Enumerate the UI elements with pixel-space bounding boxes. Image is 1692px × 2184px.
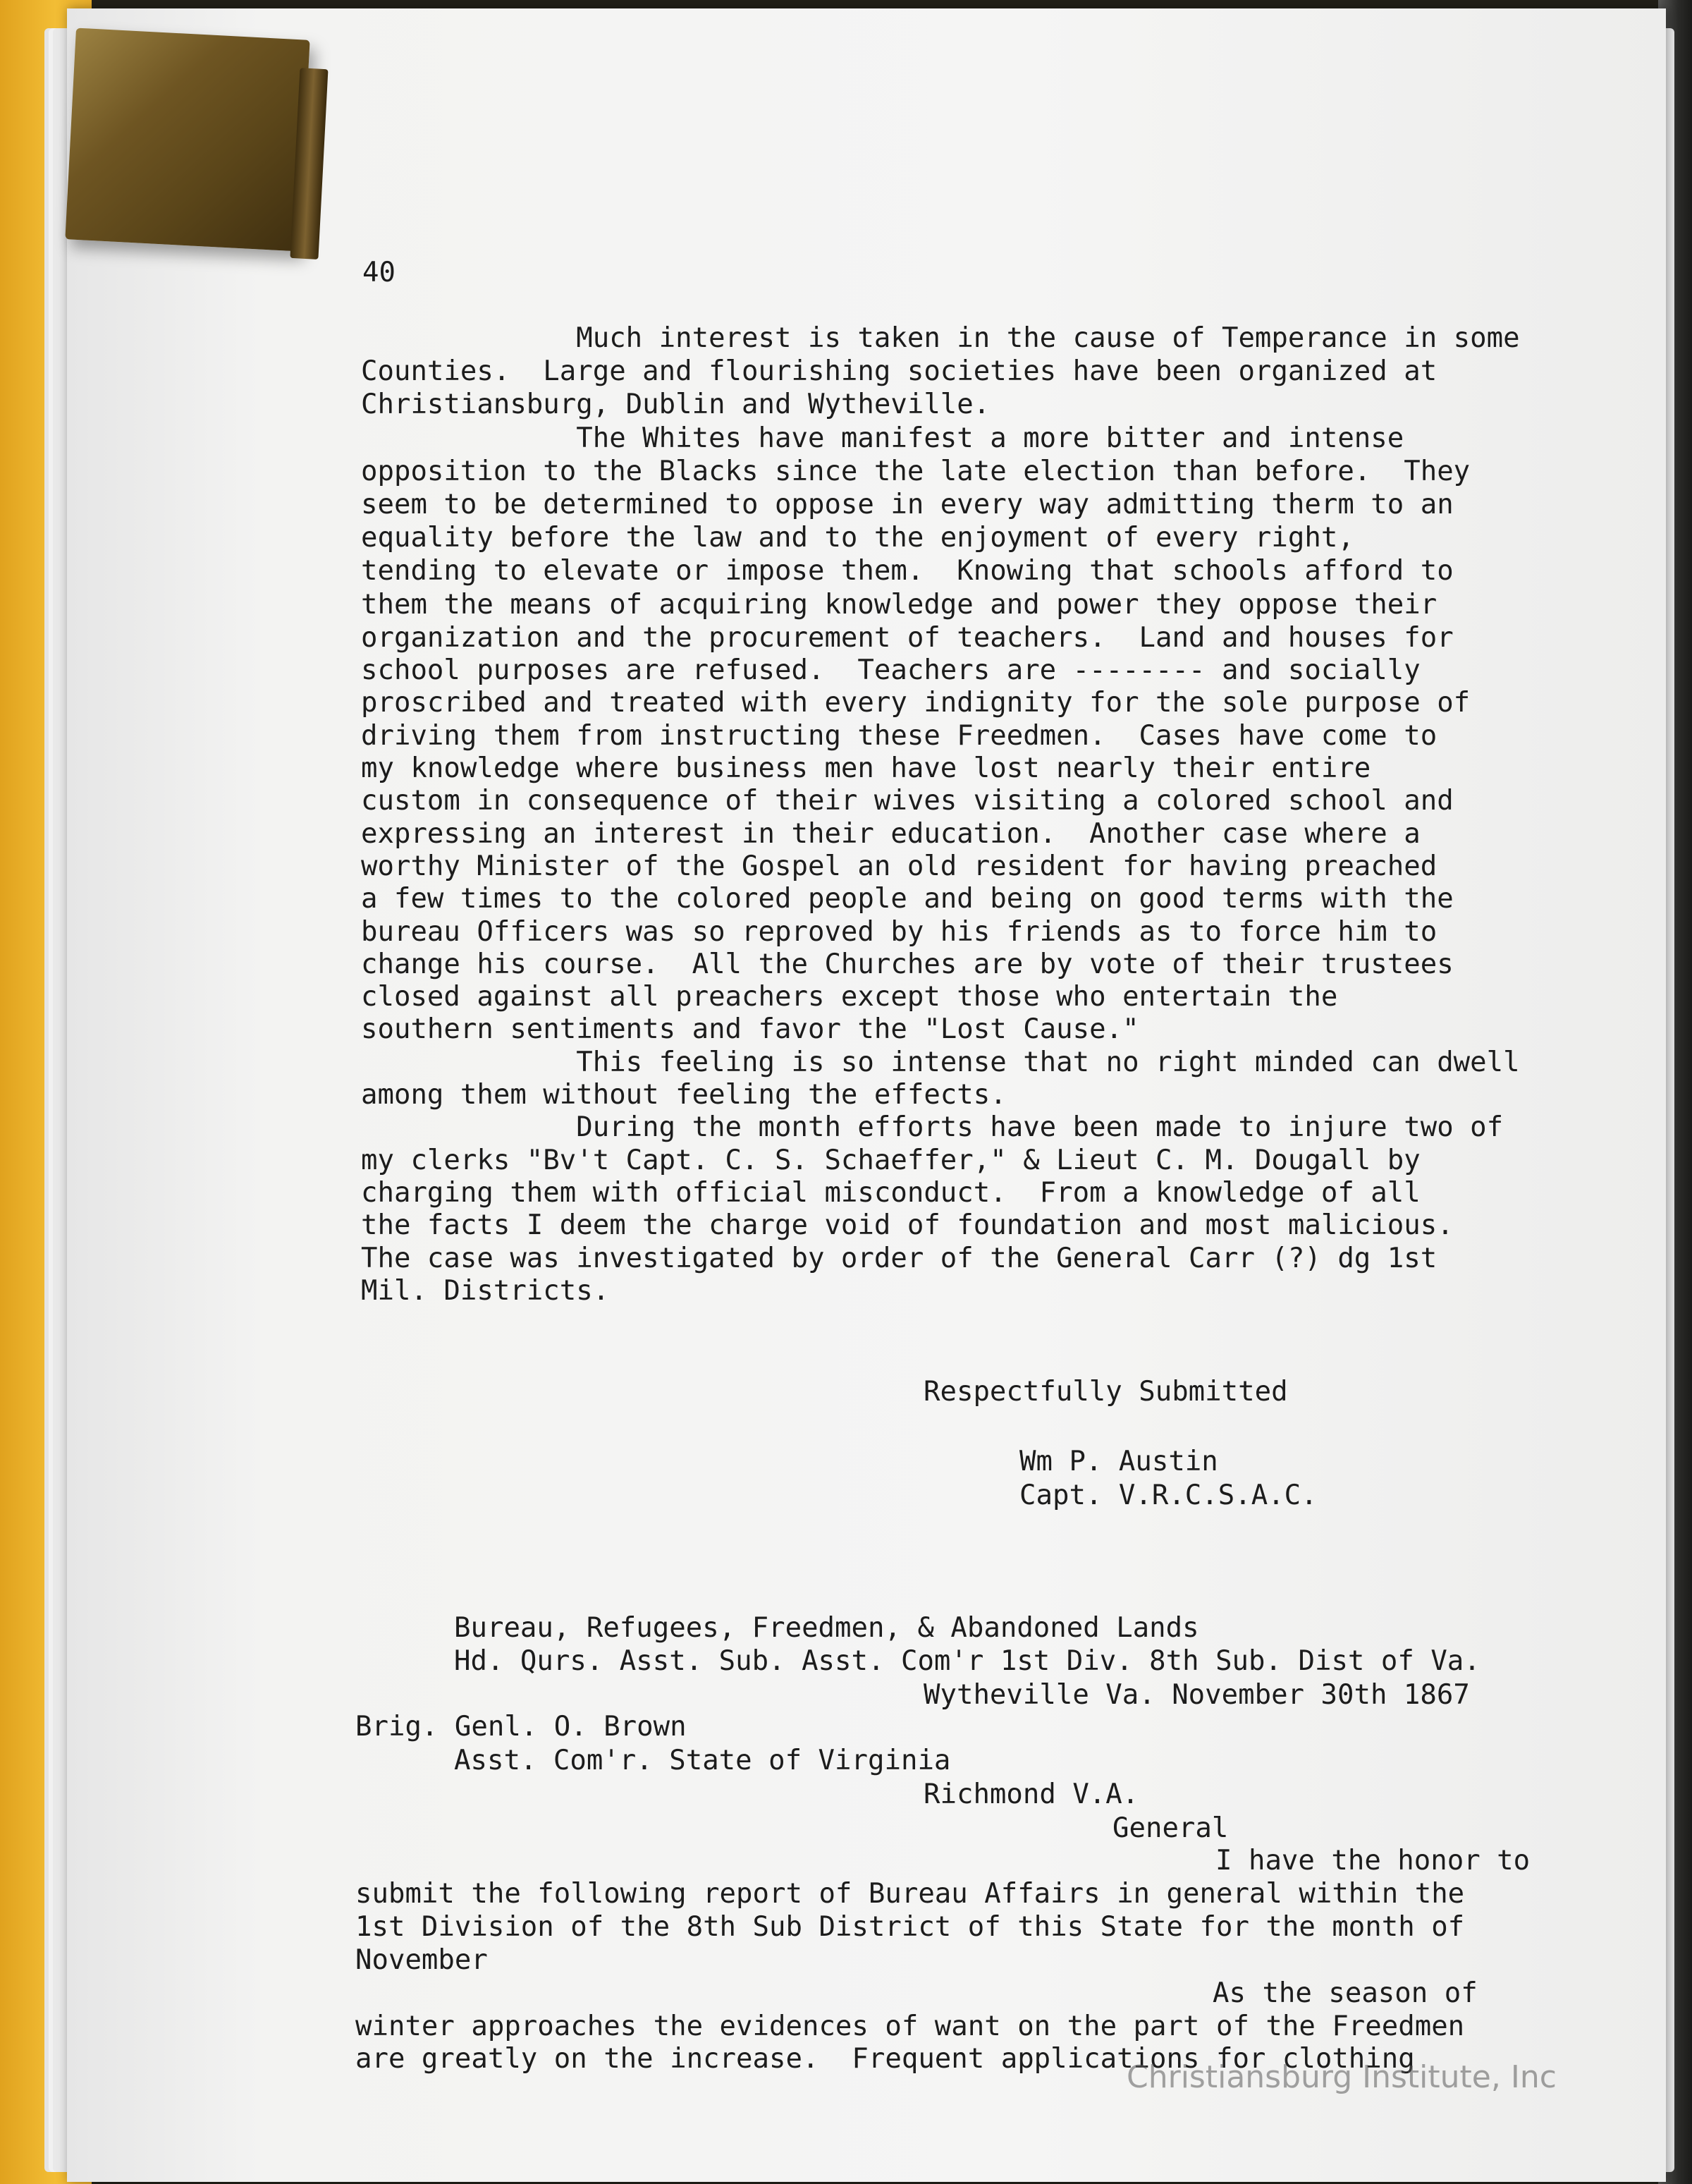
body-line: my clerks "Bv't Capt. C. S. Schaeffer," & Lieut C. M. Dougall by — [361, 1144, 1421, 1176]
body-line: among them without feeling the effects. — [361, 1079, 1007, 1111]
report-line: As the season of — [1213, 1977, 1478, 2009]
body-line: seem to be determined to oppose in every way admitting therm to an — [361, 489, 1454, 520]
body-line: them the means of acquiring knowledge and power they oppose their — [361, 588, 1437, 621]
body-line: change his course. All the Churches are by vote of their trustees — [361, 948, 1454, 980]
closing-salutation: Respectfully Submitted — [924, 1376, 1288, 1408]
address-line: General — [1112, 1812, 1229, 1844]
signature-name: Wm P. Austin — [1019, 1446, 1218, 1477]
watermark: Christiansburg Institute, Inc — [1127, 2059, 1557, 2095]
address-line: Asst. Com'r. State of Virginia — [454, 1745, 951, 1776]
body-line: The case was investigated by order of the General Carr (?) dg 1st — [361, 1242, 1437, 1274]
signature-title: Capt. V.R.C.S.A.C. — [1019, 1480, 1318, 1511]
address-line: Brig. Genl. O. Brown — [355, 1711, 687, 1743]
body-line: southern sentiments and favor the "Lost Cause." — [361, 1013, 1139, 1046]
body-line: worthy Minister of the Gospel an old resident for having preached — [361, 850, 1437, 882]
body-line: the facts I deem the charge void of foundation and most malicious. — [361, 1209, 1454, 1242]
report-line: I have the honor to — [1215, 1845, 1531, 1877]
header-line: Hd. Qurs. Asst. Sub. Asst. Com'r 1st Div. 8th Sub. Dist of Va. — [454, 1645, 1480, 1677]
body-line: my knowledge where business men have lost nearly their entire — [361, 752, 1371, 784]
body-line: This feeling is so intense that no right minded can dwell — [361, 1046, 1520, 1078]
body-line: custom in consequence of their wives visiting a colored school and — [361, 785, 1454, 817]
body-line: expressing an interest in their education. Another case where a — [361, 817, 1421, 850]
body-line: Counties. Large and flourishing societies have been organized at — [361, 355, 1437, 388]
body-line: closed against all preachers except those who entertain the — [361, 981, 1338, 1013]
address-line: Richmond V.A. — [924, 1779, 1139, 1810]
body-line: The Whites have manifest a more bitter and intense — [361, 422, 1404, 454]
report-line: winter approaches the evidences of want on the part of the Freedmen — [355, 2011, 1465, 2042]
body-line: charging them with official misconduct. From a knowledge of all — [361, 1176, 1421, 1209]
body-line: Christiansburg, Dublin and Wytheville. — [361, 389, 991, 421]
body-line: During the month efforts have been made to injure two of — [361, 1111, 1504, 1144]
page-number: 40 — [362, 257, 396, 288]
body-line: Mil. Districts. — [361, 1274, 610, 1307]
body-line: Much interest is taken in the cause of Temperance in some — [361, 322, 1520, 354]
body-line: organization and the procurement of teachers. Land and houses for — [361, 621, 1454, 654]
report-line: 1st Division of the 8th Sub District of this State for the month of — [355, 1911, 1465, 1943]
body-line: equality before the law and to the enjoyment of every right, — [361, 522, 1354, 554]
body-line: a few times to the colored people and being on good terms with the — [361, 883, 1454, 915]
header-line: Bureau, Refugees, Freedmen, & Abandoned Lands — [454, 1612, 1199, 1644]
binder-clip-icon — [65, 28, 309, 252]
body-line: proscribed and treated with every indignity for the sole purpose of — [361, 687, 1471, 719]
report-line: are greatly on the increase. Frequent applications for clothing — [355, 2043, 1415, 2075]
body-line: school purposes are refused. Teachers are -------- and socially — [361, 654, 1421, 687]
body-line: opposition to the Blacks since the late election than before. They — [361, 455, 1471, 487]
body-line: bureau Officers was so reproved by his friends as to force him to — [361, 915, 1437, 948]
body-line: tending to elevate or impose them. Knowing that schools afford to — [361, 555, 1454, 587]
header-line: Wytheville Va. November 30th 1867 — [924, 1679, 1470, 1711]
report-line: submit the following report of Bureau Affairs in general within the — [355, 1878, 1465, 1910]
report-line: November — [355, 1944, 488, 1976]
body-line: driving them from instructing these Freedmen. Cases have come to — [361, 719, 1437, 752]
